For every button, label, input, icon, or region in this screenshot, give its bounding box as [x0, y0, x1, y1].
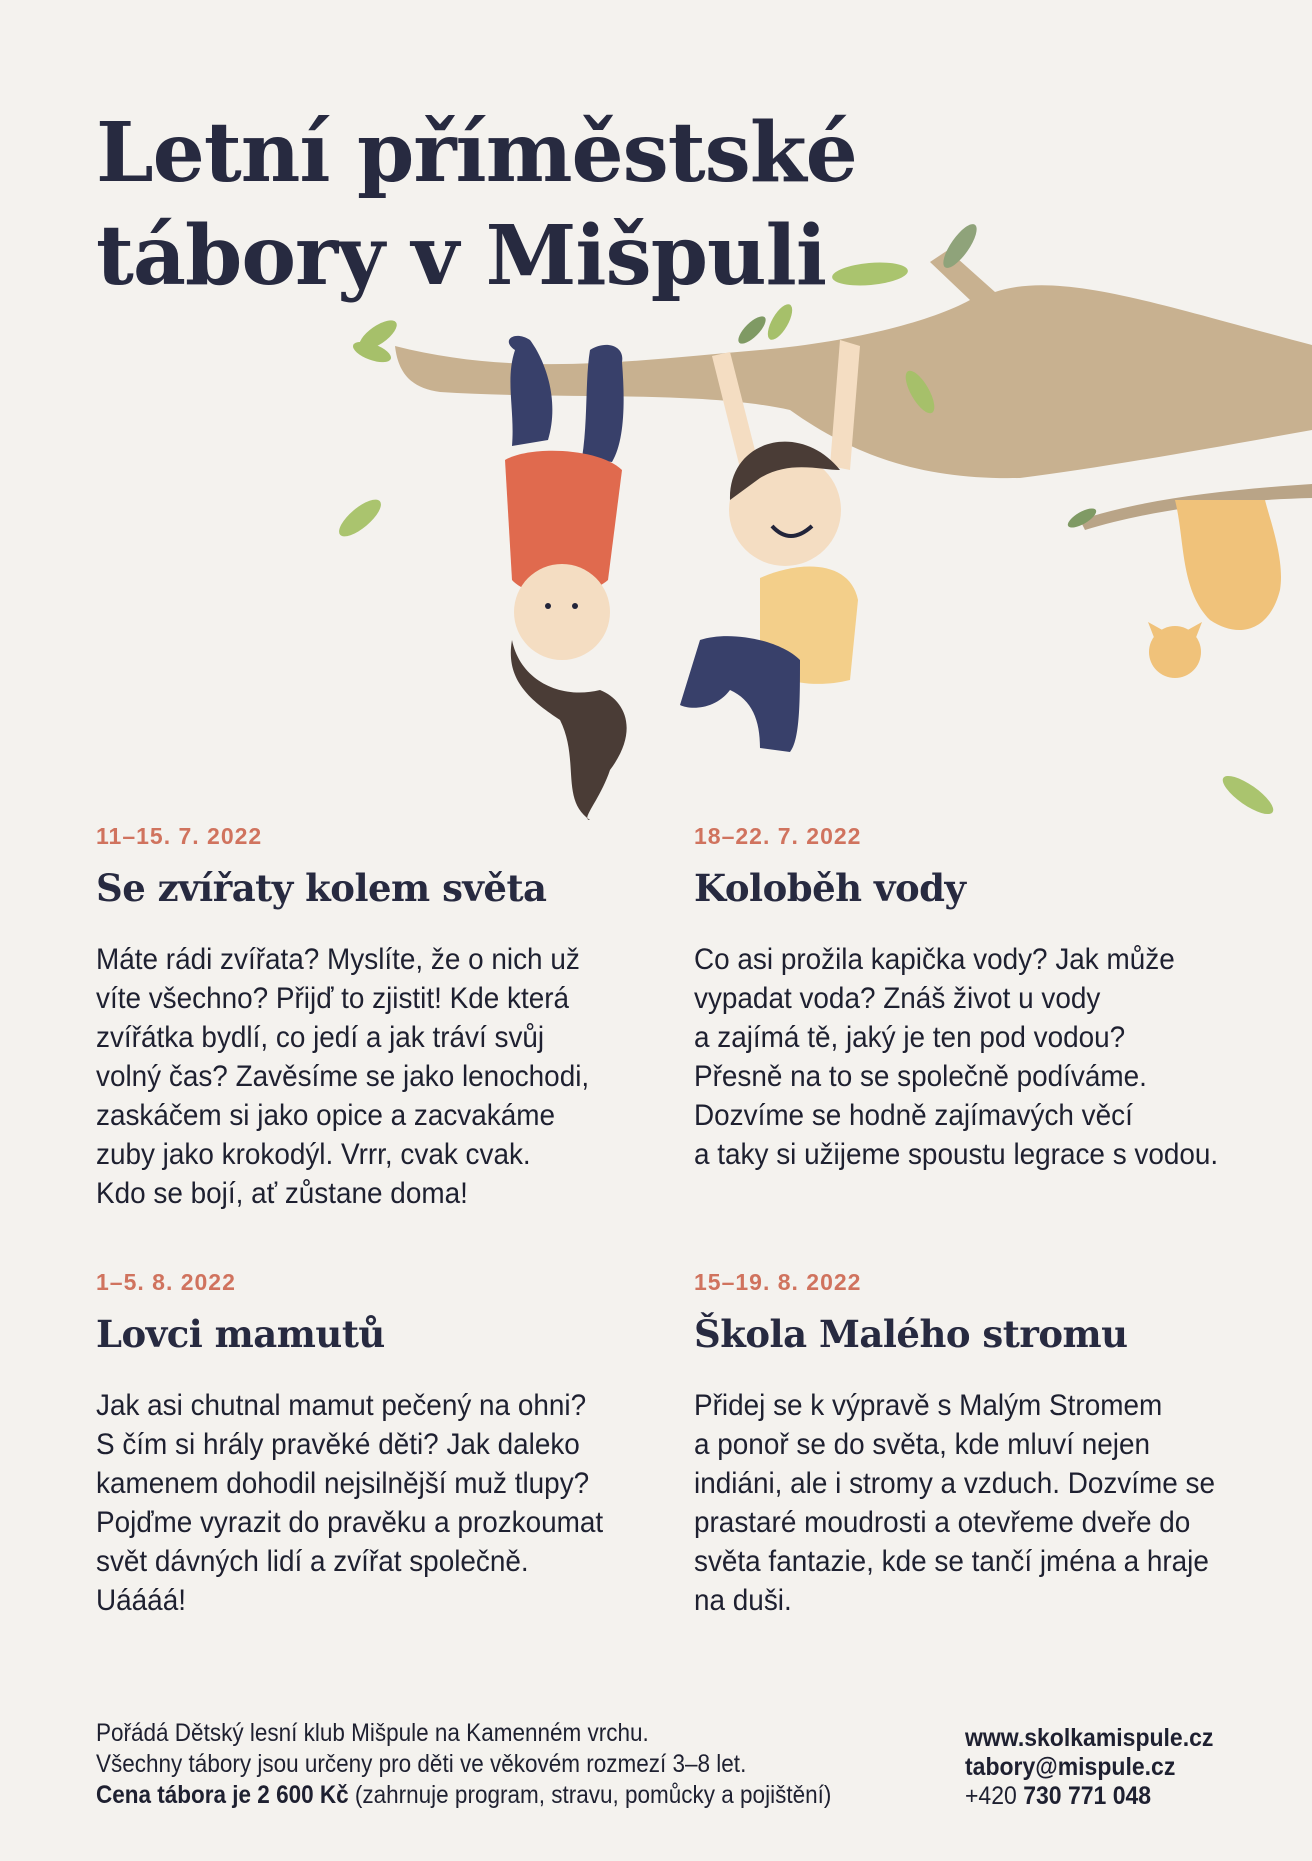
camp-title: Se zvířaty kolem světa	[96, 866, 547, 910]
poster-title-line-2: tábory v Mišpuli	[96, 208, 826, 304]
camp-card-1	[96, 823, 656, 1213]
camp-description-line: Přidej se k výpravě s Malým Stromem	[694, 1389, 1163, 1422]
camp-description-line: vypadat voda? Znáš život u vody	[694, 982, 1101, 1015]
price-details: (zahrnuje program, stravu, pomůcky a pojištění)	[348, 1781, 832, 1809]
footer-info	[96, 1718, 831, 1811]
camp-date: 11–15. 7. 2022	[96, 823, 263, 849]
camp-description	[694, 1386, 1261, 1620]
phone-prefix: +420	[965, 1782, 1017, 1810]
camp-description-line: zaskáčem si jako opice a zacvakáme	[96, 1099, 556, 1132]
camp-description-line: světa fantazie, kde se tančí jména a hraje	[694, 1545, 1209, 1578]
camp-description	[694, 940, 1261, 1174]
website-link[interactable]: www.skolkamispule.cz	[965, 1724, 1214, 1752]
camp-description	[96, 940, 663, 1213]
camp-description-line: Máte rádi zvířata? Myslíte, že o nich už	[96, 943, 580, 976]
camp-card-3	[96, 1269, 656, 1620]
camp-description-line: zuby jako krokodýl. Vrrr, cvak cvak.	[96, 1138, 531, 1171]
camp-description-line: víte všechno? Přijď to zjistit! Kde která	[96, 982, 570, 1015]
camp-description-line: Jak asi chutnal mamut pečený na ohni?	[96, 1389, 587, 1422]
camp-date: 1–5. 8. 2022	[96, 1269, 236, 1295]
camp-description-line: na duši.	[694, 1584, 792, 1617]
camp-date: 15–19. 8. 2022	[694, 1269, 862, 1295]
camp-description-line: prastaré moudrosti a otevřeme dveře do	[694, 1506, 1191, 1539]
camp-title: Škola Malého stromu	[694, 1312, 1128, 1356]
camp-date: 18–22. 7. 2022	[694, 823, 862, 849]
camp-description-line: Co asi prožila kapička vody? Jak může	[694, 943, 1175, 976]
price-text	[96, 1780, 831, 1811]
camp-description-line: volný čas? Zavěsíme se jako lenochodi,	[96, 1060, 590, 1093]
poster-title-line-1: Letní příměstské	[96, 105, 857, 201]
camp-description-line: indiáni, ale i stromy a vzduch. Dozvíme se	[694, 1467, 1216, 1500]
organizer-text: Pořádá Dětský lesní klub Mišpule na Kamenném vrchu.	[96, 1719, 649, 1747]
email-link[interactable]: tabory@mispule.cz	[965, 1753, 1176, 1781]
camp-description-line: svět dávných lidí a zvířat společně.	[96, 1545, 529, 1578]
age-note-text: Všechny tábory jsou určeny pro děti ve věkovém rozmezí 3–8 let.	[96, 1750, 747, 1778]
camp-description	[96, 1386, 663, 1620]
girl-figure	[505, 336, 627, 820]
phone-digits: 730 771 048	[1016, 1782, 1152, 1810]
camp-description-line: a ponoř se do světa, kde mluví nejen	[694, 1428, 1150, 1461]
camp-description-line: kamenem dohodil nejsilnější muž tlupy?	[96, 1467, 590, 1500]
camp-title: Lovci mamutů	[96, 1312, 385, 1356]
camp-description-line: Přesně na to se společně podíváme.	[694, 1060, 1147, 1093]
price-bold: Cena tábora je 2 600 Kč	[96, 1781, 349, 1809]
camp-card-2	[694, 823, 1254, 1174]
camp-description-line: zvířátka bydlí, co jedí a jak tráví svůj	[96, 1021, 545, 1054]
camp-description-line: Pojďme vyrazit do pravěku a prozkoumat	[96, 1506, 604, 1539]
camp-description-line: Uáááá!	[96, 1584, 186, 1617]
footer-contacts	[965, 1724, 1213, 1811]
camp-description-line: a zajímá tě, jaký je ten pod vodou?	[694, 1021, 1126, 1054]
cat-figure	[1148, 500, 1281, 678]
camp-description-line: Kdo se bojí, ať zůstane doma!	[96, 1177, 468, 1210]
camp-description-line: S čím si hrály pravěké děti? Jak daleko	[96, 1428, 580, 1461]
camp-description-line: Dozvíme se hodně zajímavých věcí	[694, 1099, 1133, 1132]
camp-description-line: a taky si užijeme spoustu legrace s vodou.	[694, 1138, 1219, 1171]
phone-number[interactable]	[965, 1782, 1213, 1811]
camp-card-4	[694, 1269, 1254, 1620]
camp-title: Koloběh vody	[694, 866, 966, 910]
illustration-children-on-branch	[0, 0, 1312, 830]
